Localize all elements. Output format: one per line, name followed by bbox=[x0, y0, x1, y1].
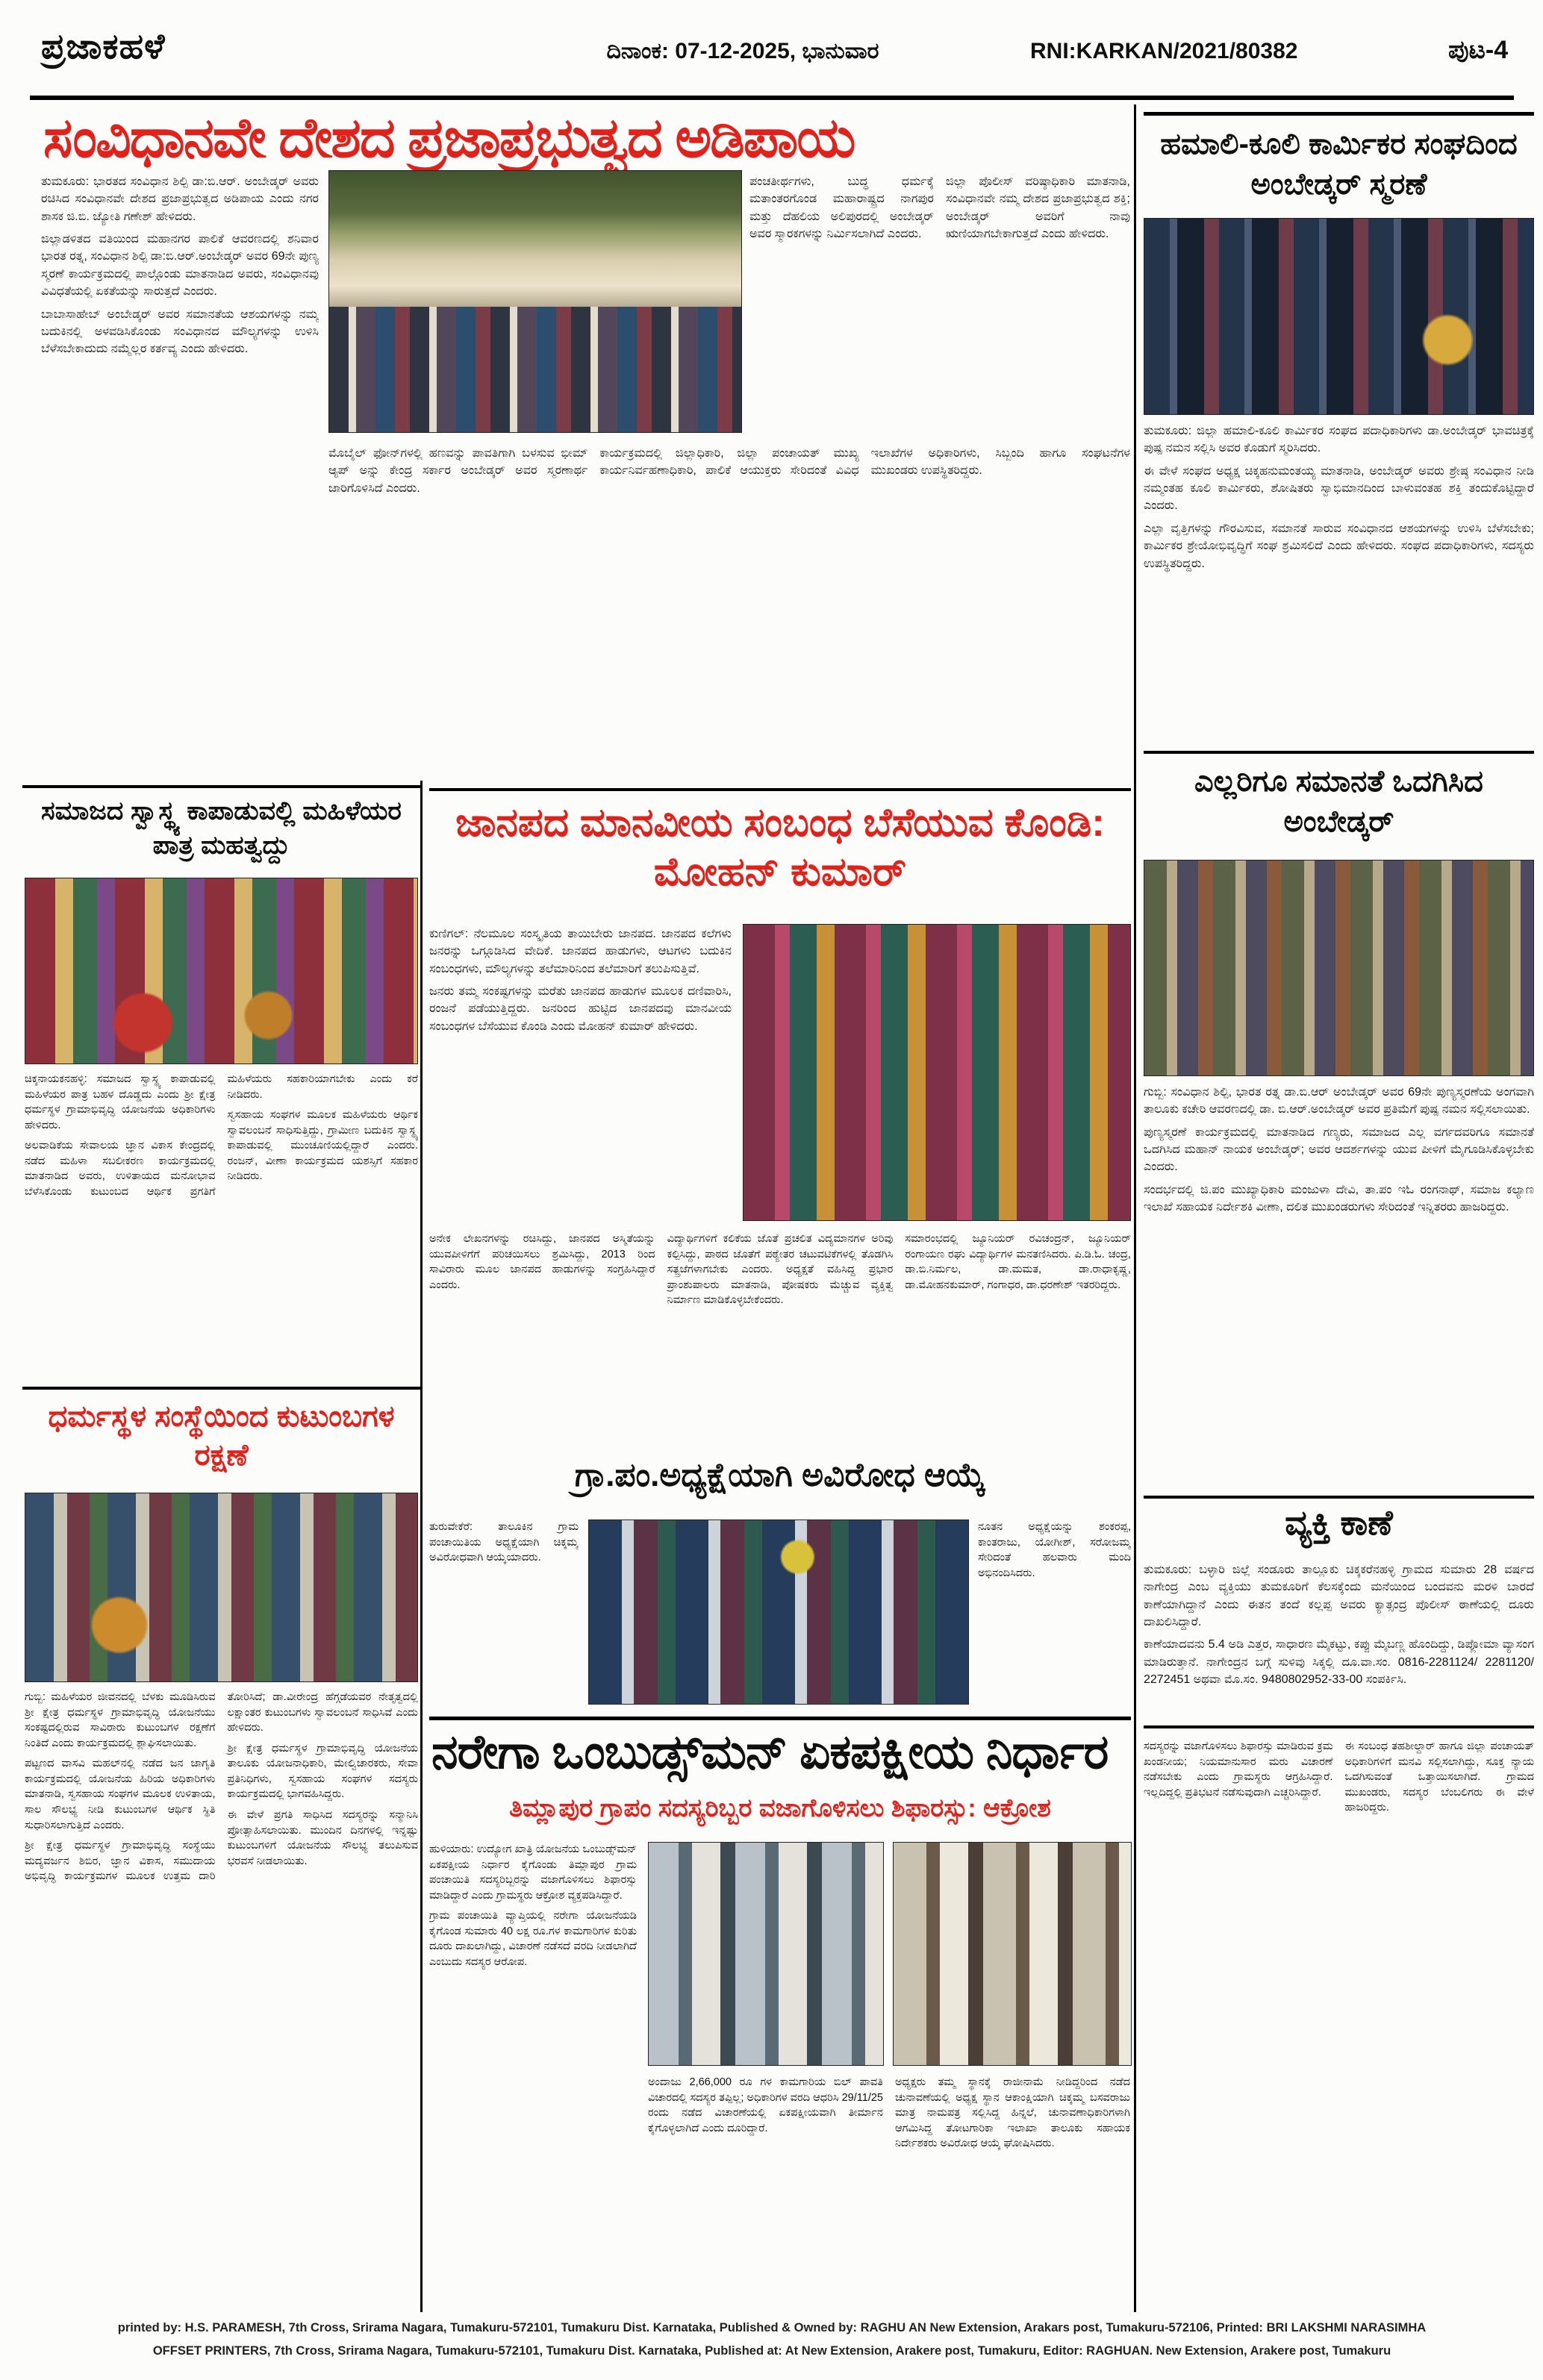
header-divider bbox=[30, 96, 1514, 100]
janapada-article-headline: ಜಾನಪದ ಮಾನವೀಯ ಸಂಬಂಧ ಬೆಸೆಯುವ ಕೊಂಡಿ: ಮೋಹನ್ ಕುಮಾರ್ bbox=[455, 801, 1105, 895]
paragraph: ಪಟ್ಟಣದ ವಾಸವಿ ಮಹಲ್‌ನಲ್ಲಿ ನಡೆದ ಜನ ಜಾಗೃತಿ ಕಾರ್ಯಕ್ರಮದಲ್ಲಿ ಯೋಜನೆಯ ಹಿರಿಯ ಅಧಿಕಾರಿಗಳು ಮಾತನಾಡಿ, ಸ್ವಸಹಾಯ ಸಂಘಗಳ ಮೂಲಕ ಉಳಿತಾಯ, ಸಾಲ ಸೌಲಭ್ಯ ನೀಡಿ ಕುಟುಂಬಗಳ ಆರ್ಥಿಕ ಸ್ಥಿತಿ ಸುಧಾರಿಸಲಾಗುತ್ತಿದೆ ಎಂದರು. bbox=[25, 1758, 216, 1831]
women-article-photo bbox=[25, 878, 418, 1064]
narega-photo-right bbox=[893, 1842, 1132, 2066]
paragraph: ಅಧ್ಯಕ್ಷರು ತಮ್ಮ ಸ್ಥಾನಕ್ಕೆ ರಾಜೀನಾಮೆ ನೀಡಿದ್ದರಿಂದ ನಡೆದ ಚುನಾವಣೆಯಲ್ಲಿ ಅಧ್ಯಕ್ಷ ಸ್ಥಾನ ಆಕಾಂಕ್ಷಿಯಾಗಿ ಚಿಕ್ಕಮ್ಮ ಬಸವರಾಜು ಮಾತ್ರ ನಾಮಪತ್ರ ಸಲ್ಲಿಸಿದ್ದ ಹಿನ್ನಲೆ, ಚುನಾವಣಾಧಿಕಾರಿಗಳಾಗಿ ಆಗಮಿಸಿದ್ದ ತೋಟಗಾರಿಕಾ ಇಲಾಖಾ ತಾಲೂಕು ಸಹಾಯಕ ನಿರ್ದೇಶಕರು ಅವಿರೋಧ ಆಯ್ಕೆ ಘೋಷಿಸಿದರು. bbox=[895, 2076, 1130, 2150]
imprint-line-2: OFFSET PRINTERS, 7th Cross, Srirama Nagara, Tumakuru-572101, Tumakuru Dist. Karnataka, Published at: At New Extension, Arakere post, Tumakuru, Editor: RAGHUAN. New Extension, Arakere post, Tumakuru bbox=[152, 2344, 1391, 2358]
paragraph: ಜನರು ತಮ್ಮ ಸಂಕಷ್ಟಗಳನ್ನು ಮರೆತು ಜಾನಪದ ಹಾಡುಗಳ ಮೂಲಕ ದಣಿವಾರಿಸಿ, ರಂಜನೆ ಪಡೆಯುತ್ತಿದ್ದರು. ಜನರಿಂದ ಹುಟ್ಟಿದ ಜಾನಪದವು ಮಾನವೀಯ ಸಂಬಂಧಗಳ ಬೆಸೆಯುವ ಕೊಂಡಿ ಎಂದು ಮೋಹನ್ ಕುಮಾರ್ ಹೇಳಿದರು. bbox=[429, 985, 732, 1033]
paragraph: ಕಾಣೆಯಾದವನು 5.4 ಅಡಿ ಎತ್ತರ, ಸಾಧಾರಣ ಮೈಕಟ್ಟು, ಕಪ್ಪು ಮೈಬಣ್ಣ ಹೊಂದಿದ್ದು, ಡಿಪ್ಲೋಮಾ ವ್ಯಾಸಂಗ ಮಾಡಿರುತ್ತಾನೆ. ನಾಗೇಂದ್ರನ ಬಗ್ಗೆ ಸುಳಿವು ಸಿಕ್ಕಲ್ಲಿ ದೂ.ವಾ.ಸಂ. 0816-2281124/ 2281120/ 2272451 ಅಥವಾ ಮೊ.ಸಂ. 9480802952-33-00 ಸಂಪರ್ಕಿಸಿ. bbox=[1144, 1638, 1534, 1687]
paragraph: ಈ ಸಂಬಂಧ ತಹಶೀಲ್ದಾರ್ ಹಾಗೂ ಜಿಲ್ಲಾ ಪಂಚಾಯತ್ ಅಧಿಕಾರಿಗಳಿಗೆ ಮನವಿ ಸಲ್ಲಿಸಲಾಗಿದ್ದು, ಸೂಕ್ತ ನ್ಯಾಯ ಒದಗಿಸುವಂತೆ ಒತ್ತಾಯಿಸಲಾಗಿದೆ. ಗ್ರಾಮದ ಮುಖಂಡರು, ಸದಸ್ಯರ ಬೆಂಬಲಿಗರು ಈ ವೇಳೆ ಹಾಜರಿದ್ದರು. bbox=[1344, 1740, 1534, 1814]
paragraph: ಈ ವೇಳೆ ಪ್ರಗತಿ ಸಾಧಿಸಿದ ಸದಸ್ಯರನ್ನು ಸನ್ಮಾನಿಸಿ ಪ್ರೋತ್ಸಾಹಿಸಲಾಯಿತು. ಮುಂದಿನ ದಿನಗಳಲ್ಲಿ ಇನ್ನಷ್ಟು ಕುಟುಂಬಗಳಿಗೆ ಯೋಜನೆಯ ಸೌಲಭ್ಯ ತಲುಪಿಸುವ ಭರವಸೆ ನೀಡಲಾಯಿತು. bbox=[227, 1809, 418, 1867]
paragraph: ಅಂದಾಜು 2,66,000 ರೂ ಗಳ ಕಾಮಗಾರಿಯ ಬಿಲ್ ಪಾವತಿ ವಿಚಾರದಲ್ಲಿ ಸದಸ್ಯರ ತಪ್ಪಿಲ್ಲ; ಅಧಿಕಾರಿಗಳ ವರದಿ ಆಧರಿಸಿ 29/11/25 ರಂದು ನಡೆದ ವಿಚಾರಣೆಯಲ್ಲಿ ಏಕಪಕ್ಷೀಯವಾಗಿ ತೀರ್ಮಾನ ಕೈಗೊಳ್ಳಲಾಗಿದೆ ಎಂದು ದೂರಿದ್ದಾರೆ. bbox=[648, 2076, 883, 2134]
paragraph: ತುರುವೇಕೆರೆ: ತಾಲೂಕಿನ ಗ್ರಾಮ ಪಂಚಾಯಿತಿಯ ಅಧ್ಯಕ್ಷೆಯಾಗಿ ಚಿಕ್ಕಮ್ಮ ಅವಿರೋಧವಾಗಿ ಆಯ್ಕೆಯಾದರು. bbox=[429, 1521, 579, 1564]
paragraph: ತುಮಕೂರು: ಬಳ್ಳಾರಿ ಜಿಲ್ಲೆ ಸಂಡೂರು ತಾಲ್ಲೂಕು ಚಿಕ್ಕಕರೆನಹಳ್ಳಿ ಗ್ರಾಮದ ಸುಮಾರು 28 ವರ್ಷದ ನಾಗೇಂದ್ರ ಎಂಬ ವ್ಯಕ್ತಿಯು ತುಮಕೂರಿಗೆ ಕೆಲಸಕ್ಕೆಂದು ಮನೆಯಿಂದ ಬಂದವನು ಮರಳಿ ಬಾರದೆ ಕಾಣೆಯಾಗಿದ್ದಾನೆ ಎಂದು ಈತನ ತಂದೆ ಕಲ್ಲಪ್ಪ ಅವರು ಕ್ಯಾತ್ಸಂದ್ರ ಪೊಲೀಸ್ ಠಾಣೆಯಲ್ಲಿ ದೂರು ದಾಖಲಿಸಿದ್ದಾರೆ. bbox=[1144, 1564, 1534, 1629]
paragraph: ಸದಸ್ಯರನ್ನು ವಜಾಗೊಳಿಸಲು ಶಿಫಾರಸ್ಸು ಮಾಡಿರುವ ಕ್ರಮ ಖಂಡನೀಯ; ನಿಯಮಾನುಸಾರ ಮರು ವಿಚಾರಣೆ ನಡೆಸಬೇಕು ಎಂದು ಗ್ರಾಮಸ್ಥರು ಆಗ್ರಹಿಸಿದ್ದಾರೆ. ಇಲ್ಲದಿದ್ದಲ್ಲಿ ಪ್ರತಿಭಟನೆ ನಡೆಸುವುದಾಗಿ ಎಚ್ಚರಿಸಿದ್ದಾರೆ. bbox=[1144, 1740, 1333, 1799]
narega-lead-column bbox=[429, 1842, 637, 2312]
hamali-article-headline: ಹಮಾಲಿ-ಕೂಲಿ ಕಾರ್ಮಿಕರ ಸಂಘದಿಂದ ಅಂಬೇಡ್ಕರ್ ಸ್ಮರಣೆ bbox=[1160, 128, 1518, 201]
paragraph: ಅಲವಾಡಿಕೆಯ ಸೇವಾಲಯ ಜ್ಞಾನ ವಿಕಾಸ ಕೇಂದ್ರದಲ್ಲಿ ನಡೆದ ಮಹಿಳಾ ಸಬಲೀಕರಣ ಕಾರ್ಯಕ್ರಮದಲ್ಲಿ ಮಾತನಾಡಿದ ಅವರು, ಉಳಿತಾಯದ ಮನೋಭಾವ ಬೆಳೆಸಿಕೊಂಡು ಕುಟುಂಬದ ಆರ್ಥಿಕ ಪ್ರಗತಿಗೆ ಮಹಿಳೆಯರು ಸಹಕಾರಿಯಾಗಬೇಕು ಎಂದು ಕರೆ ನೀಡಿದರು. bbox=[25, 1073, 418, 1199]
narega-photo-left bbox=[648, 1842, 884, 2066]
imprint-footer bbox=[30, 2317, 1514, 2364]
vertical-divider-left bbox=[420, 781, 423, 2312]
narega-article-subheadline: ತಿಮ್ಲಾಪುರ ಗ್ರಾಪಂ ಸದಸ್ಯರಿಬ್ಬರ ವಜಾಗೊಳಿಸಲು ಶಿಫಾರಸ್ಸು: ಆಕ್ರೋಶ bbox=[509, 1794, 1051, 1823]
paragraph: ತುಮಕೂರು: ಭಾರತದ ಸಂವಿಧಾನ ಶಿಲ್ಪಿ ಡಾ:ಬಿ.ಆರ್. ಅಂಬೇಡ್ಕರ್ ಅವರು ರಚಿಸಿದ ಸಂವಿಧಾನವೇ ದೇಶದ ಪ್ರಜಾಪ್ರಭುತ್ವದ ಅಡಿಪಾಯ ಎಂದು ನಗರ ಶಾಸಕ ಜಿ.ಬಿ. ಜ್ಯೋತಿ ಗಣೇಶ್ ಹೇಳಿದರು. bbox=[41, 175, 319, 223]
paragraph: ಶ್ರೀ ಕ್ಷೇತ್ರ ಧರ್ಮಸ್ಥಳ ಗ್ರಾಮಾಭಿವೃದ್ಧಿ ಸಂಸ್ಥೆಯು ಮದ್ಯವರ್ಜನ ಶಿಬಿರ, ಜ್ಞಾನ ವಿಕಾಸ, ಸಮುದಾಯ ಅಭಿವೃದ್ಧಿ ಕಾರ್ಯಕ್ರಮಗಳ ಮೂಲಕ ಉತ್ತಮ ದಾರಿ ತೋರಿಸಿದೆ; ಡಾ.ವೀರೇಂದ್ರ ಹೆಗ್ಗಡೆಯವರ ನೇತೃತ್ವದಲ್ಲಿ ಲಕ್ಷಾಂತರ ಕುಟುಂಬಗಳು ಸ್ವಾವಲಂಬನೆ ಸಾಧಿಸಿವೆ ಎಂದು ಹೇಳಿದರು. bbox=[25, 1691, 418, 1883]
header-date: ದಿನಾಂಕ: 07-12-2025, ಭಾನುವಾರ bbox=[606, 39, 879, 63]
paragraph: ಮೊಬೈಲ್ ಫೋನ್‌ಗಳಲ್ಲಿ ಹಣವನ್ನು ಪಾವತಿಗಾಗಿ ಬಳಸುವ ಭೀಮ್ ಆ್ಯಪ್ ಅನ್ನು ಕೇಂದ್ರ ಸರ್ಕಾರ ಅಂಬೇಡ್ಕರ್ ಅವರ ಸ್ಮರಣಾರ್ಥ ಜಾರಿಗೊಳಿಸಿದೆ ಎಂದರು. bbox=[328, 447, 588, 495]
paragraph: ಬಾಬಾಸಾಹೇಬ್ ಅಂಬೇಡ್ಕರ್ ಅವರ ಸಮಾನತೆಯ ಆಶಯಗಳನ್ನು ನಮ್ಮ ಬದುಕಿನಲ್ಲಿ ಅಳವಡಿಸಿಕೊಂಡು ಸಂವಿಧಾನದ ಮೌಲ್ಯಗಳನ್ನು ಉಳಿಸಿ ಬೆಳೆಸಬೇಕಾದುದು ನಮ್ಮೆಲ್ಲರ ಕರ್ತವ್ಯ ಎಂದು ಹೇಳಿದರು. bbox=[41, 307, 319, 356]
equality-article-photo bbox=[1144, 860, 1534, 1076]
paragraph: ಗ್ರಾಮ ಪಂಚಾಯಿತಿ ವ್ಯಾಪ್ತಿಯಲ್ಲಿ ನರೇಗಾ ಯೋಜನೆಯಡಿ ಕೈಗೊಂಡ ಸುಮಾರು 40 ಲಕ್ಷ ರೂ.ಗಳ ಕಾಮಗಾರಿಗಳ ಕುರಿತು ದೂರು ದಾಖಲಾಗಿದ್ದು, ವಿಚಾರಣೆ ನಡೆಸದೆ ವರದಿ ನೀಡಲಾಗಿದೆ ಎಂಬುದು ಸದಸ್ಯರ ಆರೋಪ. bbox=[429, 1910, 637, 1969]
header-rni: RNI:KARKAN/2021/80382 bbox=[1030, 39, 1298, 63]
grapan-article-photo bbox=[588, 1519, 969, 1705]
paragraph: ಶ್ರೀ ಕ್ಷೇತ್ರ ಧರ್ಮಸ್ಥಳ ಗ್ರಾಮಾಭಿವೃದ್ಧಿ ಯೋಜನೆಯ ತಾಲೂಕು ಯೋಜನಾಧಿಕಾರಿ, ಮೇಲ್ವಿಚಾರಕರು, ಸೇವಾ ಪ್ರತಿನಿಧಿಗಳು, ಸ್ವಸಹಾಯ ಸಂಘಗಳ ಸದಸ್ಯರು ಕಾರ್ಯಕ್ರಮದಲ್ಲಿ ಭಾಗವಹಿಸಿದ್ದರು. bbox=[227, 1742, 418, 1801]
narega-middle-columns bbox=[648, 2075, 1130, 2312]
missing-bottom-rule bbox=[1144, 1725, 1534, 1728]
equality-article-headline: ಎಲ್ಲರಿಗೂ ಸಮಾನತೆ ಒದಗಿಸಿದ ಅಂಬೇಡ್ಕರ್ bbox=[1194, 765, 1483, 838]
dharma-article-headline: ಧರ್ಮಸ್ಥಳ ಸಂಸ್ಥೆಯಿಂದ ಕುಟುಂಬಗಳ ರಕ್ಷಣೆ bbox=[48, 1400, 395, 1472]
paragraph: ಸಂದರ್ಭದಲ್ಲಿ ಜಿ.ಪಂ ಮುಖ್ಯಾಧಿಕಾರಿ ಮಂಜುಳಾ ದೇವಿ, ತಾ.ಪಂ ಇಓ ರಂಗನಾಥ್, ಸಮಾಜ ಕಲ್ಯಾಣ ಇಲಾಖೆ ಸಹಾಯಕ ನಿರ್ದೇಶಕಿ ವೀಣಾ, ದಲಿತ ಮುಖಂಡರುಗಳು ಸೇರಿದಂತೆ ಇನ್ನಿತರರು ಹಾಜರಿದ್ದರು. bbox=[1144, 1183, 1534, 1214]
hamali-top-rule bbox=[1144, 112, 1534, 116]
equality-top-rule bbox=[1144, 751, 1534, 754]
grapan-right-column bbox=[978, 1519, 1131, 1706]
missing-top-rule bbox=[1144, 1496, 1534, 1499]
janapada-top-rule bbox=[429, 788, 1131, 791]
header-page-number: ಪುಟ-4 bbox=[1448, 36, 1509, 64]
main-article-photo bbox=[328, 170, 742, 433]
narega-article-headline: ನರೇಗಾ ಒಂಬುಡ್ಸ್‌ಮನ್ ಏಕಪಕ್ಷೀಯ ನಿರ್ಧಾರ bbox=[431, 1725, 1109, 1778]
janapada-article-columns bbox=[429, 1231, 1131, 1445]
paragraph: ಎಲ್ಲಾ ವೃತ್ತಿಗಳನ್ನು ಗೌರವಿಸುವ, ಸಮಾನತೆ ಸಾರುವ ಸಂವಿಧಾನದ ಆಶಯಗಳನ್ನು ಉಳಿಸಿ ಬೆಳೆಸಬೇಕು; ಕಾರ್ಮಿಕರ ಶ್ರೇಯೋಭಿವೃದ್ಧಿಗೆ ಸಂಘ ಶ್ರಮಿಸಲಿದೆ ಎಂದು ಹೇಳಿದರು. ಸಂಘದ ಪದಾಧಿಕಾರಿಗಳು, ಸದಸ್ಯರು ಉಪಸ್ಥಿತರಿದ್ದರು. bbox=[1144, 522, 1534, 570]
paragraph: ಕುಣಿಗಲ್: ನೆಲಮೂಲ ಸಂಸ್ಕೃತಿಯ ತಾಯಿಬೇರು ಜಾನಪದ. ಜಾನಪದ ಕಲೆಗಳು ಜನರನ್ನು ಒಗ್ಗೂಡಿಸಿದ ವೇದಿಕೆ. ಜಾನಪದ ಹಾಡುಗಳು, ಆಟಗಳು ಬದುಕಿನ ಸಂಬಂಧಗಳು, ಮೌಲ್ಯಗಳನ್ನು ತಲೆಮಾರಿನಿಂದ ತಲೆಮಾರಿಗೆ ತಲುಪಿಸುತ್ತಿವೆ. bbox=[429, 928, 732, 975]
janapada-article-lead-column bbox=[429, 925, 732, 1224]
hamali-article-photo bbox=[1144, 218, 1534, 415]
vertical-divider-right bbox=[1134, 104, 1136, 2312]
narega-top-rule bbox=[429, 1717, 1131, 1720]
grapan-article-headline: ಗ್ರಾ.ಪಂ.ಅಧ್ಯಕ್ಷೆಯಾಗಿ ಅವಿರೋಧ ಆಯ್ಕೆ bbox=[574, 1457, 986, 1493]
paragraph: ಪಂಚತೀರ್ಥಗಳು, ಬುದ್ಧ ಧರ್ಮಕ್ಕೆ ಮತಾಂತರಗೊಂಡ ಮಹಾರಾಷ್ಟ್ರದ ನಾಗಪುರ ಮತ್ತು ದೆಹಲಿಯ ಅಲಿಪುರದಲ್ಲಿ ಅಂಬೇಡ್ಕರ್ ಅವರ ಸ್ಮಾರಕಗಳನ್ನು ನಿರ್ಮಿಸಲಾಗಿದೆ ಎಂದರು. bbox=[749, 175, 934, 241]
dharma-top-rule bbox=[22, 1387, 420, 1390]
equality-article-body bbox=[1144, 1084, 1534, 1491]
main-article-columns-bottom bbox=[328, 445, 1130, 751]
women-article-body bbox=[25, 1072, 418, 1376]
main-article-headline: ಸಂವಿಧಾನವೇ ದೇಶದ ಪ್ರಜಾಪ್ರಭುತ್ವದ ಅಡಿಪಾಯ bbox=[43, 107, 855, 169]
paragraph: ಜಿಲ್ಲಾಡಳಿತದ ವತಿಯಿಂದ ಮಹಾನಗರ ಪಾಲಿಕೆ ಆವರಣದಲ್ಲಿ ಶನಿವಾರ ಭಾರತ ರತ್ನ, ಸಂವಿಧಾನ ಶಿಲ್ಪಿ ಡಾ:ಬಿ.ಆರ್.ಅಂಬೇಡ್ಕರ್ ಅವರ 69ನೇ ಪುಣ್ಯ ಸ್ಮರಣೆ ಕಾರ್ಯಕ್ರಮದಲ್ಲಿ ಪಾಲ್ಗೊಂಡು ಮಾತನಾಡಿದ ಅವರು, ಸಂವಿಧಾನವು ವಿವಿಧತೆಯಲ್ಲಿ ಏಕತೆಯನ್ನು ಸಾರುತ್ತದೆ ಎಂದರು. bbox=[41, 233, 319, 299]
missing-article-headline: ವ್ಯಕ್ತಿ ಕಾಣೆ bbox=[1285, 1503, 1393, 1542]
masthead-title: ಪ್ರಜಾಕಹಳೆ bbox=[41, 26, 166, 66]
paragraph: ಹುಳಿಯಾರು: ಉದ್ಯೋಗ ಖಾತ್ರಿ ಯೋಜನೆಯ ಒಂಬುಡ್ಸ್‌ಮನ್ ಏಕಪಕ್ಷೀಯ ನಿರ್ಧಾರ ಕೈಗೊಂಡು ತಿಮ್ಲಾಪುರ ಗ್ರಾಮ ಪಂಚಾಯಿತಿ ಸದಸ್ಯರಿಬ್ಬರನ್ನು ವಜಾಗೊಳಿಸಲು ಶಿಫಾರಸ್ಸು ಮಾಡಿದ್ದಾರೆ ಎಂದು ಗ್ರಾಮಸ್ಥರು ಆಕ್ರೋಶ ವ್ಯಕ್ತಪಡಿಸಿದ್ದಾರೆ. bbox=[429, 1843, 637, 1902]
paragraph: ನೂತನ ಅಧ್ಯಕ್ಷೆಯನ್ನು ಶಂಕರಪ್ಪ, ಕಾಂತರಾಜು, ಯೋಗೀಶ್, ಸರೋಜಮ್ಮ ಸೇರಿದಂತೆ ಹಲವಾರು ಮಂದಿ ಅಭಿನಂದಿಸಿದರು. bbox=[978, 1521, 1131, 1579]
dharma-article-body bbox=[25, 1690, 418, 2312]
paragraph: ಗುಬ್ಬಿ: ಮಹಿಳೆಯರ ಜೀವನದಲ್ಲಿ ಬೆಳಕು ಮೂಡಿಸಿರುವ ಶ್ರೀ ಕ್ಷೇತ್ರ ಧರ್ಮಸ್ಥಳ ಗ್ರಾಮಾಭಿವೃದ್ಧಿ ಯೋಜನೆಯು ಸಂಕಷ್ಟದಲ್ಲಿರುವ ಸಾವಿರಾರು ಕುಟುಂಬಗಳ ರಕ್ಷಣೆಗೆ ನಿಂತಿದೆ ಎಂದು ಕಾರ್ಯಕ್ರಮದಲ್ಲಿ ಶ್ಲಾಘಿಸಲಾಯಿತು. bbox=[25, 1691, 216, 1749]
paragraph: ಸ್ವಸಹಾಯ ಸಂಘಗಳ ಮೂಲಕ ಮಹಿಳೆಯರು ಆರ್ಥಿಕ ಸ್ವಾವಲಂಬನೆ ಸಾಧಿಸುತ್ತಿದ್ದು, ಗ್ರಾಮೀಣ ಬದುಕಿನ ಸ್ವಾಸ್ಥ್ಯ ಕಾಪಾಡುವಲ್ಲಿ ಮುಂಚೂಣಿಯಲ್ಲಿದ್ದಾರೆ ಎಂದರು. ರಂಜನ್, ವೀಣಾ ಕಾರ್ಯಕ್ರಮದ ಯಶಸ್ಸಿಗೆ ಸಹಕಾರ ನೀಡಿದರು. bbox=[227, 1109, 418, 1183]
paragraph: ಅನೇಕ ಲೇಖನಗಳನ್ನು ರಚಿಸಿದ್ದು, ಜಾನಪದ ಅಸ್ಮಿತೆಯನ್ನು ಯುವಪೀಳಿಗೆಗೆ ಪರಿಚಯಿಸಲು ಶ್ರಮಿಸಿದ್ದು, 2013 ರಿಂದ ಸಾವಿರಾರು ಮೂಲ ಜಾನಪದ ಹಾಡುಗಳನ್ನು ಸಂಗ್ರಹಿಸಿದ್ದಾರೆ ಎಂದರು. bbox=[429, 1233, 655, 1291]
paragraph: ಪುಣ್ಯಸ್ಮರಣೆ ಕಾರ್ಯಕ್ರಮದಲ್ಲಿ ಮಾತನಾಡಿದ ಗಣ್ಯರು, ಸಮಾಜದ ಎಲ್ಲ ವರ್ಗದವರಿಗೂ ಸಮಾನತೆ ಒದಗಿಸಿದ ಮಹಾನ್ ನಾಯಕ ಅಂಬೇಡ್ಕರ್; ಅವರ ಆದರ್ಶಗಳನ್ನು ಯುವ ಪೀಳಿಗೆ ಮೈಗೂಡಿಸಿಕೊಳ್ಳಬೇಕು ಎಂದರು. bbox=[1144, 1125, 1534, 1174]
main-article-columns-right bbox=[749, 173, 1130, 434]
paragraph: ವಿದ್ಯಾರ್ಥಿಗಳಿಗೆ ಕಲಿಕೆಯ ಜೊತೆ ಪ್ರಚಲಿತ ವಿದ್ಯಮಾನಗಳ ಅರಿವು ಕಲ್ಪಿಸಿದ್ದು, ಪಾಠದ ಜೊತೆಗೆ ಪಠ್ಯೇತರ ಚಟುವಟಿಕೆಗಳಲ್ಲಿ ತೊಡಗಿಸಿ ಸತ್ಪ್ರಜೆಗಳಾಗಬೇಕು ಎಂದರು. ಅಧ್ಯಕ್ಷತೆ ವಹಿಸಿದ್ದ ಪ್ರಭಾರ ಪ್ರಾಂಶುಪಾಲರು ಮಾತನಾಡಿ, ಪೋಷಕರು ಮೆಚ್ಚುವ ವ್ಯಕ್ತಿತ್ವ ನಿರ್ಮಾಣ ಮಾಡಿಕೊಳ್ಳಬೇಕೆಂದರು. bbox=[667, 1233, 894, 1307]
paragraph: ಚಿಕ್ಕನಾಯಕನಹಳ್ಳಿ: ಸಮಾಜದ ಸ್ವಾಸ್ಥ್ಯ ಕಾಪಾಡುವಲ್ಲಿ ಮಹಿಳೆಯರ ಪಾತ್ರ ಬಹಳ ದೊಡ್ಡದು ಎಂದು ಶ್ರೀ ಕ್ಷೇತ್ರ ಧರ್ಮಸ್ಥಳ ಗ್ರಾಮಾಭಿವೃದ್ಧಿ ಯೋಜನೆಯ ಅಧಿಕಾರಿಗಳು ಹೇಳಿದರು. bbox=[25, 1073, 216, 1131]
grapan-left-column bbox=[429, 1519, 579, 1706]
women-top-rule bbox=[22, 785, 420, 788]
narega-right-columns bbox=[1144, 1739, 1534, 2312]
missing-article-body bbox=[1144, 1561, 1534, 1721]
paragraph: ತುಮಕೂರು: ಜಿಲ್ಲಾ ಹಮಾಲಿ-ಕೂಲಿ ಕಾರ್ಮಿಕರ ಸಂಘದ ಪದಾಧಿಕಾರಿಗಳು ಡಾ.ಅಂಬೇಡ್ಕರ್ ಭಾವಚಿತ್ರಕ್ಕೆ ಪುಷ್ಪ ನಮನ ಸಲ್ಲಿಸಿ ಅವರ ಕೊಡುಗೆ ಸ್ಮರಿಸಿದರು. bbox=[1144, 425, 1534, 455]
main-article-column-left bbox=[41, 173, 319, 749]
paragraph: ಈ ವೇಳೆ ಸಂಘದ ಅಧ್ಯಕ್ಷ ಚಿಕ್ಕಹನುಮಂತಯ್ಯ ಮಾತನಾಡಿ, ಅಂಬೇಡ್ಕರ್ ಅವರು ಶ್ರೇಷ್ಠ ಸಂವಿಧಾನ ನೀಡಿ ನಮ್ಮಂತಹ ಕೂಲಿ ಕಾರ್ಮಿಕರು, ಶೋಷಿತರು ಸ್ವಾಭಿಮಾನದಿಂದ ಬಾಳುವಂತಹ ಶಕ್ತಿ ತಂದುಕೊಟ್ಟಿದ್ದಾರೆ ಎಂದರು. bbox=[1144, 464, 1534, 513]
paragraph: ಗುಬ್ಬಿ: ಸಂವಿಧಾನ ಶಿಲ್ಪಿ, ಭಾರತ ರತ್ನ ಡಾ.ಬಿ.ಆರ್ ಅಂಬೇಡ್ಕರ್ ಅವರ 69ನೇ ಪುಣ್ಯಸ್ಮರಣೆಯ ಅಂಗವಾಗಿ ತಾಲೂಕು ಕಚೇರಿ ಆವರಣದಲ್ಲಿ ಡಾ. ಬಿ.ಆರ್.ಅಂಬೇಡ್ಕರ್ ಅವರ ಪ್ರತಿಮೆಗೆ ಪುಷ್ಪ ನಮನ ಸಲ್ಲಿಸಲಾಯಿತು. bbox=[1144, 1086, 1534, 1116]
janapada-article-photo bbox=[743, 924, 1131, 1221]
women-article-headline: ಸಮಾಜದ ಸ್ವಾಸ್ಥ್ಯ ಕಾಪಾಡುವಲ್ಲಿ ಮಹಿಳೆಯರ ಪಾತ್ರ ಮಹತ್ವದ್ದು bbox=[41, 796, 402, 860]
paragraph: ಸಮಾರಂಭದಲ್ಲಿ ಜ್ಯೂನಿಯರ್ ರವಿಚಂದ್ರನ್, ಜ್ಯೂನಿಯರ್ ರಂಗಾಯಣ ರಘು ವಿದ್ಯಾರ್ಥಿಗಳ ಮನತಣಿಸಿದರು. ಪಿ.ಡಿ.ಓ. ಚಂದ್ರ, ಡಾ.ಬಿ.ನಿರ್ಮಲ, ಡಾ.ಮಮತ, ಡಾ.ರಾಧಾಕೃಷ್ಣ, ಡಾ.ಮೋಹನಕುಮಾರ್, ಗಂಗಾಧರ, ಡಾ.ಧರಣೇಶ್ ಇತರರಿದ್ದರು. bbox=[905, 1233, 1131, 1291]
imprint-line-1: printed by: H.S. PARAMESH, 7th Cross, Srirama Nagara, Tumakuru-572101, Tumakuru Dist. Karnataka, Published & Owned by: RAGHU AN New Extension, Arakars post, Tumakuru-572106, Printed: BRI LAKSHMI NARASIMHA bbox=[117, 2321, 1427, 2334]
paragraph: ಜಿಲ್ಲಾ ಪೊಲೀಸ್ ವರಿಷ್ಠಾಧಿಕಾರಿ ಮಾತನಾಡಿ, ಸಂವಿಧಾನವೇ ನಮ್ಮ ದೇಶದ ಪ್ರಜಾಪ್ರಭುತ್ವದ ಶಕ್ತಿ; ಅಂಬೇಡ್ಕರ್ ಅವರಿಗೆ ನಾವು ಋಣಿಯಾಗಬೇಕಾಗುತ್ತದೆ ಎಂದು ಹೇಳಿದರು. bbox=[946, 175, 1130, 241]
paragraph: ಕಾರ್ಯಕ್ರಮದಲ್ಲಿ ಜಿಲ್ಲಾಧಿಕಾರಿ, ಜಿಲ್ಲಾ ಪಂಚಾಯತ್ ಮುಖ್ಯ ಕಾರ್ಯನಿರ್ವಹಣಾಧಿಕಾರಿ, ಪಾಲಿಕೆ ಆಯುಕ್ತರು ಸೇರಿದಂತೆ ವಿವಿಧ ಇಲಾಖೆಗಳ ಅಧಿಕಾರಿಗಳು, ಸಿಬ್ಬಂದಿ ಹಾಗೂ ಸಂಘಟನೆಗಳ ಮುಖಂಡರು ಉಪಸ್ಥಿತರಿದ್ದರು. bbox=[599, 447, 1130, 478]
hamali-article-body bbox=[1144, 422, 1534, 751]
dharma-article-photo bbox=[25, 1493, 418, 1682]
